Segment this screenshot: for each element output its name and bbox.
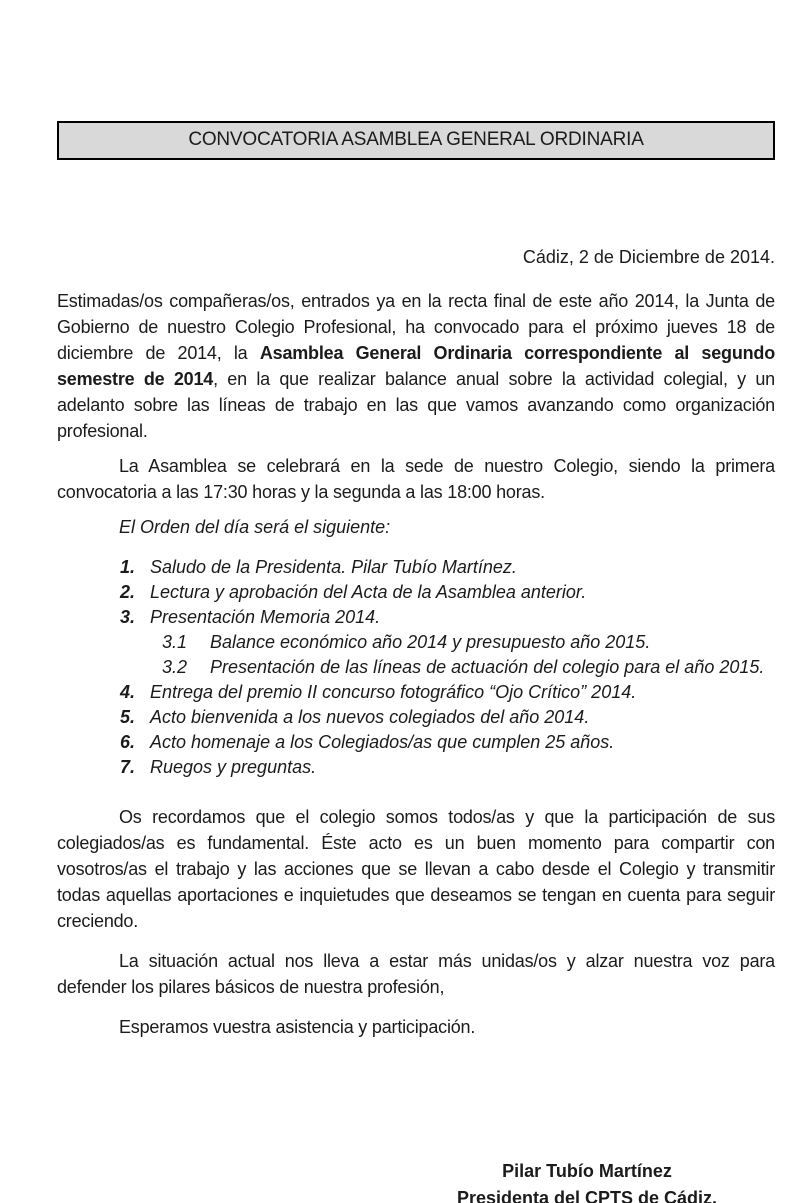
signature-block [437, 1158, 737, 1203]
agenda-item [57, 580, 775, 605]
agenda-subitem [57, 655, 775, 680]
page-title: CONVOCATORIA ASAMBLEA GENERAL ORDINARIA [188, 129, 644, 150]
agenda-item-number: 4. [120, 682, 136, 702]
agenda-item-number: 2. [120, 582, 136, 602]
agenda-item [57, 730, 775, 755]
agenda-item-text: Acto bienvenida a los nuevos colegiados del año 2014. [150, 707, 590, 727]
paragraph-greeting-tail: , en la que realizar balance anual sobre la actividad colegial, y un adelanto sobre las líneas de trabajo en las que vamos avanzando como organización profesional. [57, 369, 775, 441]
paragraph-reminder: Os recordamos que el colegio somos todos/as y que la participación de sus colegiados/as es fundamental. Éste acto es un buen momento para compartir con vosotros/as el trabajo y las acciones que se llevan a cabo desde el Colegio y transmitir todas aquellas aportaciones e inquietudes que deseamos se tengan en cuenta para seguir creciendo. [57, 807, 775, 931]
agenda-subitem-text: Balance económico año 2014 y presupuesto año 2015. [210, 632, 651, 652]
paragraph-situation: La situación actual nos lleva a estar más unidas/os y alzar nuestra voz para defender los pilares básicos de nuestra profesión, [57, 951, 775, 997]
agenda-item [57, 705, 775, 730]
agenda-item-number: 7. [120, 757, 136, 777]
dateline: Cádiz, 2 de Diciembre de 2014. [522, 247, 775, 267]
agenda-item-text: Acto homenaje a los Colegiados/as que cumplen 25 años. [150, 732, 615, 752]
agenda-item-text: Ruegos y preguntas. [150, 757, 317, 777]
title-banner [57, 121, 775, 160]
paragraph-assembly-time: La Asamblea se celebrará en la sede de nuestro Colegio, siendo la primera convocatoria a las 17:30 horas y la segunda a las 18:00 horas. [57, 456, 775, 502]
paragraph-closing: Esperamos vuestra asistencia y participación. [119, 1017, 476, 1037]
agenda-subitem-number: 3.1 [162, 632, 188, 652]
agenda-item-text: Entrega del premio II concurso fotográfico “Ojo Crítico” 2014. [150, 682, 637, 702]
agenda-item [57, 605, 775, 630]
signature-role: Presidenta del CPTS de Cádiz. [456, 1188, 718, 1203]
agenda-subitem-text: Presentación de las líneas de actuación del colegio para el año 2015. [210, 657, 765, 677]
signature-name: Pilar Tubío Martínez [502, 1161, 672, 1181]
agenda-item-number: 5. [120, 707, 136, 727]
agenda-item-text: Presentación Memoria 2014. [150, 607, 381, 627]
agenda-item-number: 3. [120, 607, 136, 627]
agenda-subitem-number: 3.2 [162, 657, 188, 677]
agenda-item [57, 680, 775, 705]
paragraph-greeting [57, 288, 775, 444]
agenda-item-text: Saludo de la Presidenta. Pilar Tubío Martínez. [150, 557, 517, 577]
agenda-item [57, 755, 775, 780]
agenda-item-text: Lectura y aprobación del Acta de la Asamblea anterior. [150, 582, 587, 602]
agenda-item-number: 1. [120, 557, 136, 577]
paragraph-greeting-bold: Asamblea General Ordinaria correspondiente al segundo semestre de 2014 [57, 343, 776, 389]
agenda-intro: El Orden del día será el siguiente: [119, 517, 391, 537]
agenda-subitem [57, 630, 775, 655]
agenda-item-number: 6. [120, 732, 136, 752]
agenda-item [57, 555, 775, 580]
letter-content [0, 121, 806, 1203]
agenda-list [57, 555, 775, 780]
paragraph-greeting-lead: Estimadas/os compañeras/os, entrados ya en la recta final de este año 2014, la Junta de Gobierno de nuestro Colegio Profesional, ha convocado para el próximo jueves 18 de diciembre de 2014, la [57, 291, 775, 363]
